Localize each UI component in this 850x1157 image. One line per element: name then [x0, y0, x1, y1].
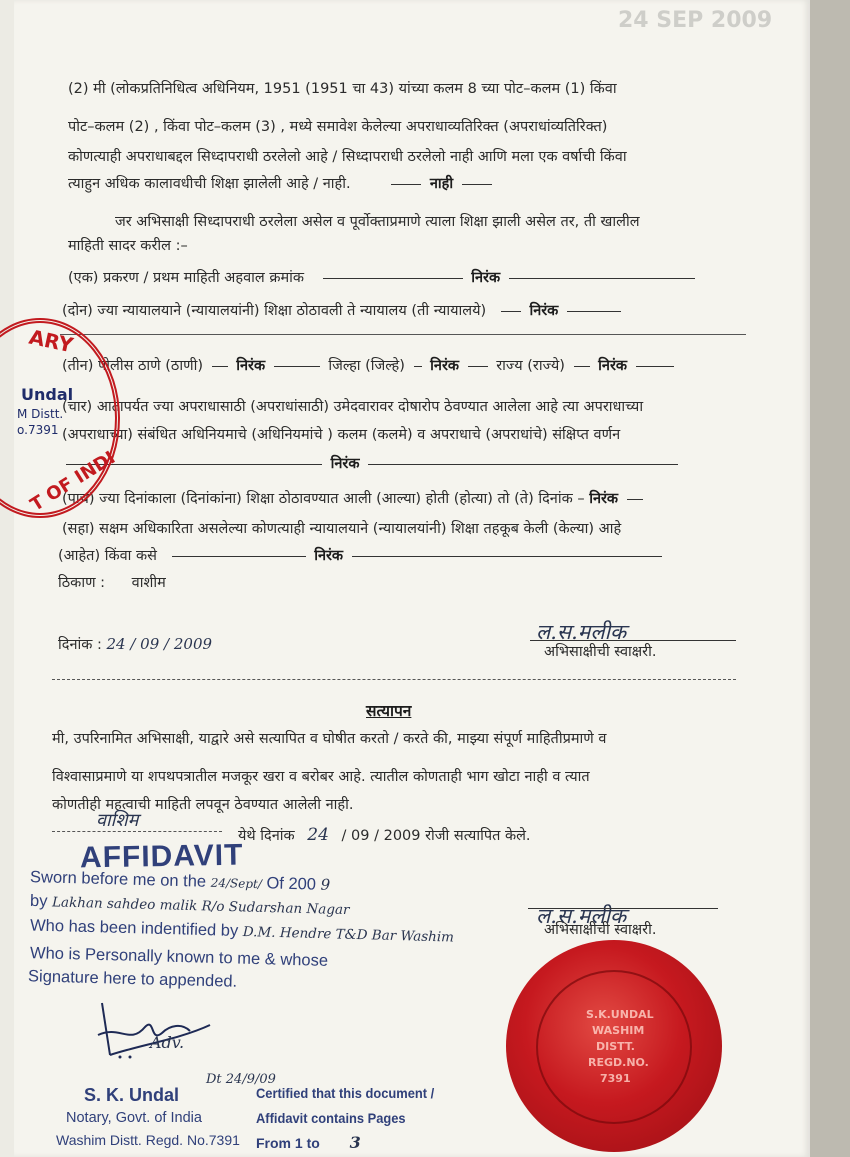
signature-caption-1: अभिसाक्षीची स्वाक्षरी. [544, 644, 657, 660]
dash [414, 366, 422, 367]
item-five [62, 490, 647, 508]
para2-line4 [68, 175, 496, 193]
para2-line1: (2) मी (लोकप्रतिनिधित्व अधिनियम, 1951 (1951 चा 43) यांच्या कलम 8 च्या पोट–कलम (1) किंवा [68, 81, 617, 97]
notary-handwritten-date: Dt 24/9/09 [206, 1072, 276, 1087]
dash [574, 366, 590, 367]
seal-left-text-distt: M Distt. [17, 407, 64, 421]
verification-line1: मी, उपरिनामित अभिसाक्षी, याद्वारे असे सत्यापित व घोषीत करतो / करते की, माझ्या संपूर्ण माहितीप्रमाणे व [52, 731, 607, 747]
dash [567, 311, 621, 312]
dash [501, 311, 521, 312]
notary-title: Notary, Govt. of India [66, 1110, 202, 1126]
seal-left-text-name: Undal [21, 385, 74, 404]
intro-line1: जर अभिसाक्षी सिध्दापराधी ठरलेला असेल व पूर्वोक्ताप्रमाणे त्याला शिक्षा झाली असेल तर, ती खालील [115, 214, 640, 230]
certify-line3 [256, 1133, 387, 1152]
item-one [68, 269, 699, 287]
para2-line2: पोट–कलम (2) , किंवा पोट–कलम (3) , मध्ये समावेश केलेल्या अपराधाव्यतिरिक्त (अपराधांव्यतिरिक्त) [68, 119, 608, 135]
dash [352, 556, 662, 557]
item-three-nil-b: निरंक [430, 358, 460, 374]
wax-seal-line1: S.K.UNDAL [586, 1008, 654, 1021]
item-three-district: जिल्हा (जिल्हे) [328, 358, 405, 374]
dash [509, 278, 695, 279]
stamp-identified-label: Who has been indentified by [29, 916, 239, 940]
header-date-stamp: 24 SEP 2009 [618, 8, 773, 33]
stamp-sworn-of: Of 200 [266, 874, 317, 894]
item-three-nil-a: निरंक [236, 358, 266, 374]
affidavit-stamp-title: AFFIDAVIT [79, 838, 244, 875]
dash [66, 464, 322, 465]
notary-regd: Washim Distt. Regd. No.7391 [56, 1132, 240, 1148]
verification-date-row [238, 826, 531, 845]
item-three-nil-c: निरंक [598, 358, 628, 374]
item-six-text: (आहेत) किंवा कसे [58, 548, 157, 564]
item-four-nil-row [66, 455, 682, 473]
item-six-line1: (सहा) सक्षम अधिकारिता असलेल्या कोणत्याही न्यायालयाने (न्यायालयांनी) शिक्षा तहकूब केली (केल्या) आहे [62, 521, 622, 537]
stamp-by-name: Lakhan sahdeo malik R/o Sudarshan Nagar [51, 894, 350, 919]
item-one-nil: निरंक [471, 270, 501, 286]
verification-text-a: येथे दिनांक [238, 828, 295, 844]
stamp-known-line2: Signature here to appended. [27, 967, 238, 991]
stamp-by-label: by [29, 891, 48, 911]
date-value: 24 / 09 / 2009 [106, 635, 213, 653]
item-two-nil: निरंक [529, 303, 559, 319]
stamp-known-line1: Who is Personally known to me & whose [29, 944, 329, 970]
dash [468, 366, 488, 367]
item-five-text: (पाच) ज्या दिनांकाला (दिनांकांना) शिक्षा ठोठावण्यात आली (आल्या) होती (होत्या) तो (ते) दिनांक – [62, 491, 585, 507]
certify-line1: Certified that this document / [256, 1085, 435, 1101]
item-four-line2: (अपराधाच्या) संबंधित अधिनियमाचे (अधिनियमांचे ) कलम (कलमे) व अपराधाचे (अपराधांचे) संक्षिप्त वर्णन [62, 427, 621, 443]
item-six-line2 [58, 547, 666, 565]
verification-place-hand: वाशिम [96, 810, 139, 831]
signature-line [530, 640, 736, 641]
item-three-police: (तीन) पोलीस ठाणे (ठाणी) [62, 358, 203, 374]
section-divider [52, 679, 736, 680]
deponent-signature-1: ल.स.मलीक [536, 620, 627, 644]
place-value: वाशीम [131, 575, 166, 591]
rule [60, 334, 746, 335]
scanner-background [810, 0, 850, 1157]
stamp-identifier: D.M. Hendre T&D Bar Washim [242, 924, 455, 946]
dash [627, 499, 643, 500]
item-two-label: (दोन) ज्या न्यायालयाने (न्यायालयांनी) शिक्षा ठोठावली ते न्यायालय (ती न्यायालये) [62, 303, 487, 319]
notary-name: S. K. Undal [84, 1085, 180, 1105]
item-one-label: (एक) प्रकरण / प्रथम माहिती अहवाल क्रमांक [68, 270, 305, 286]
notary-adv: Adv. [150, 1033, 185, 1052]
certify-page-count: 3 [349, 1133, 361, 1152]
deponent-signature-2: ल.स.मलीक [536, 904, 627, 928]
date-row [58, 635, 212, 654]
stamp-sworn-date: 24/Sept/ [210, 875, 263, 892]
stamp-year-digit: 9 [320, 875, 331, 894]
item-three-state: राज्य (राज्ये) [496, 358, 565, 374]
dash [636, 366, 674, 367]
item-two [62, 302, 625, 320]
dash [212, 366, 228, 367]
dash [274, 366, 320, 367]
seal-left-text-top: ARY [26, 324, 76, 358]
certify-from-label: From 1 to [256, 1135, 320, 1151]
item-five-nil: निरंक [589, 491, 619, 507]
item-three [62, 357, 678, 375]
item-six-nil: निरंक [314, 548, 344, 564]
place-line [52, 831, 222, 832]
signature-caption-2: अभिसाक्षीची स्वाक्षरी. [544, 922, 657, 938]
wax-seal-line2: WASHIM [592, 1024, 645, 1037]
dash [391, 184, 421, 185]
wax-seal-line4: REGD.NO. [588, 1056, 649, 1069]
place-row [58, 574, 166, 592]
dash [323, 278, 463, 279]
stamp-sworn-text: Sworn before me on the [29, 868, 207, 891]
verification-text-b: / 09 / 2009 रोजी सत्यापित केले. [341, 828, 531, 844]
dash [368, 464, 678, 465]
certify-line2: Affidavit contains Pages [256, 1110, 406, 1126]
date-label: दिनांक : [58, 637, 102, 653]
para2-line3: कोणत्याही अपराधाबद्दल सिध्दापराधी ठरलेलो आहे / सिध्दापराधी ठरलेलो नाही आणि मला एक वर्षाची किंवा [68, 149, 627, 165]
verification-line3: कोणतीही महत्वाची माहिती लपवून ठेवण्यात आलेली नाही. [52, 797, 354, 813]
seal-left-text-regd: o.7391 [17, 423, 59, 437]
verification-day: 24 [307, 825, 329, 845]
item-four-nil: निरंक [330, 456, 360, 472]
para2-line4-text: त्याहुन अधिक कालावधीची शिक्षा झालेली आहे / नाही. [68, 176, 351, 192]
dash [172, 556, 306, 557]
verification-title: सत्यापन [366, 702, 412, 720]
para2-answer: नाही [429, 176, 454, 192]
intro-line2: माहिती सादर करील :– [68, 238, 188, 254]
place-label: ठिकाण : [58, 575, 106, 591]
verification-line2: विश्वासाप्रमाणे या शपथपत्रातील मजकूर खरा व बरोबर आहे. त्यातील कोणताही भाग खोटा नाही व त्यात [52, 769, 590, 785]
item-four-line1: (चार) आतापर्यत ज्या अपराधासाठी (अपराधांसाठी) उमेदवारावर दोषारोप ठेवण्यात आलेला आहे त्या अपराधाच्या [62, 399, 644, 415]
dash [462, 184, 492, 185]
seal-left-text-bottom: T OF INDI [26, 447, 120, 516]
wax-seal-line3: DISTT. [596, 1040, 635, 1053]
signature-line [528, 908, 718, 909]
wax-seal-line5: 7391 [600, 1072, 631, 1085]
